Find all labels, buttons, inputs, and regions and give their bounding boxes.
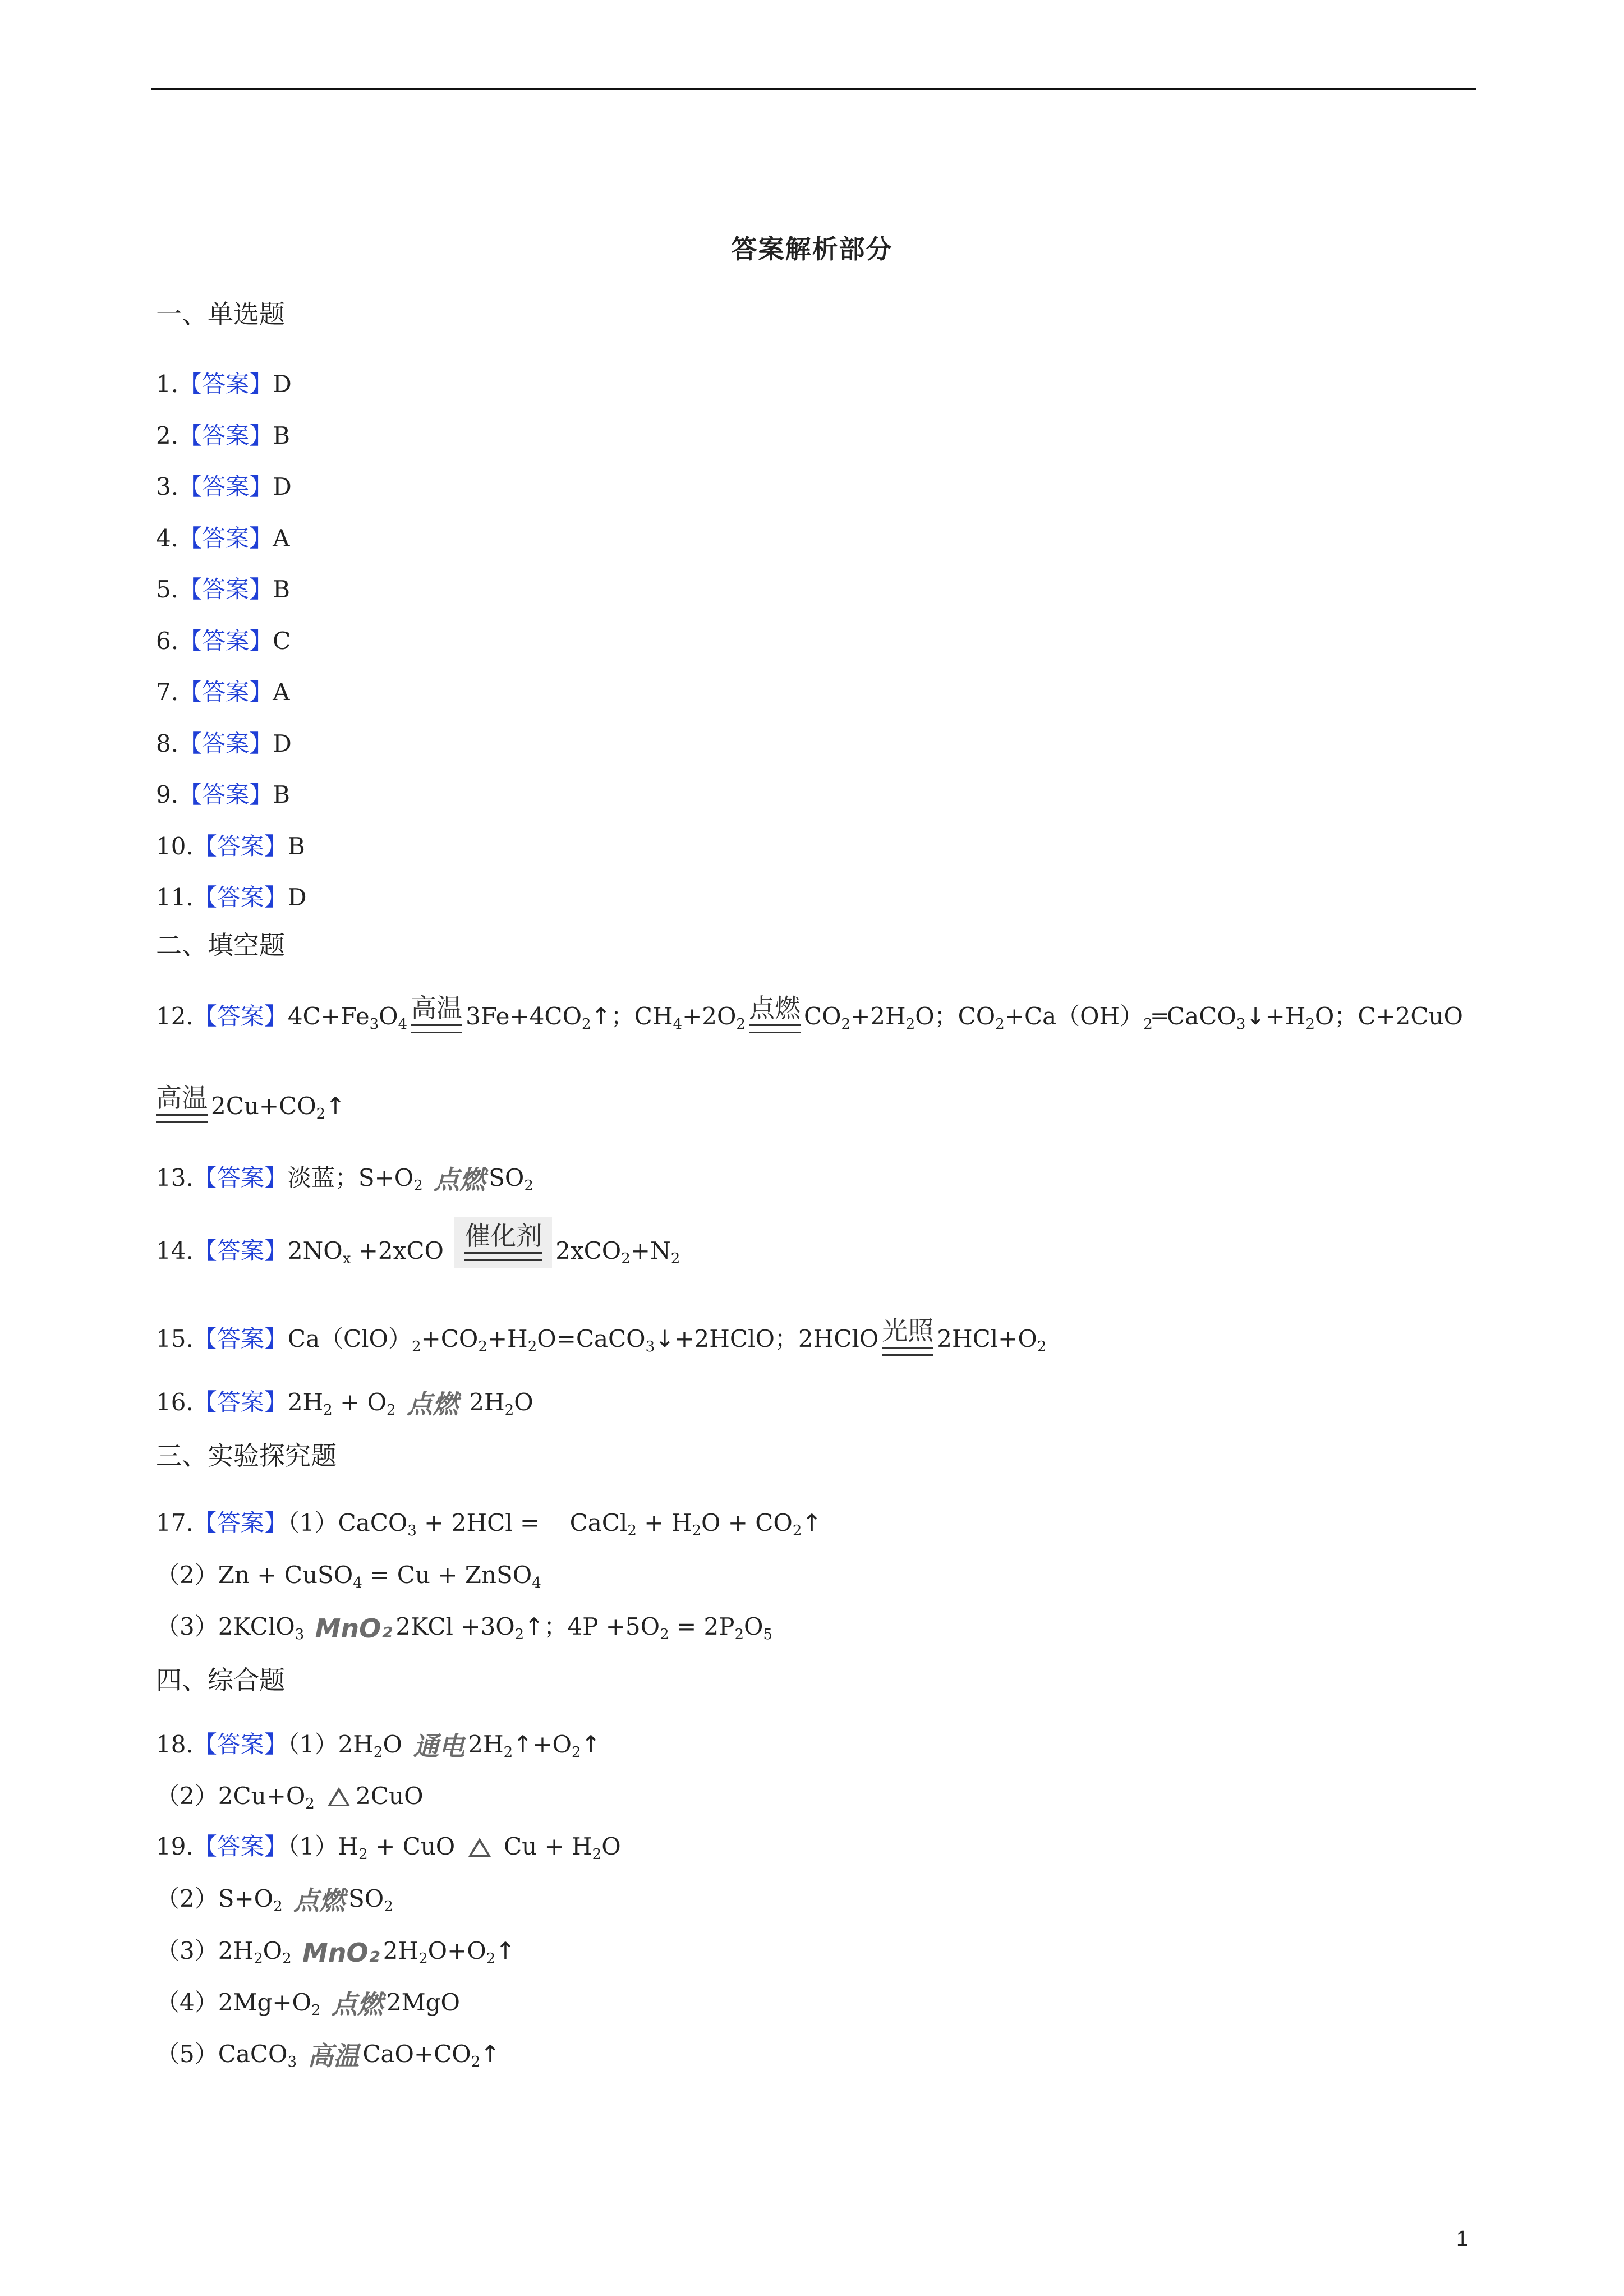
condition-mno2: MnO₂ bbox=[302, 1938, 380, 1968]
mc-number: 11. bbox=[156, 884, 194, 911]
mc-value: B bbox=[287, 832, 305, 860]
answer-tag: 【答案】 bbox=[193, 884, 288, 911]
q19-answer-part5: （5）CaCO$_3$ 高温 $CaO+CO_2↑$ bbox=[156, 2040, 500, 2071]
q19-answer-part1: 19.【答案】$(1)H_2$ + CuO $Cu + H_2O$ bbox=[156, 1833, 621, 1863]
q16-answer: 16.【答案】$2H_2 + O_2$ 点燃 $2H_2O$ bbox=[156, 1388, 533, 1419]
mc-number: 6. bbox=[156, 627, 179, 655]
mc-answer-item bbox=[156, 881, 307, 914]
heat-triangle-icon bbox=[328, 1787, 350, 1806]
mc-value: B bbox=[273, 781, 290, 808]
mc-answer-item bbox=[156, 830, 305, 863]
mc-answer-item bbox=[156, 624, 291, 658]
answer-tag: 【答案】 bbox=[193, 1002, 288, 1030]
q17-answer-part1: 17.【答案】（1）CaCO$_3$ + 2HCl = CaCl$_2$ + $H_2O$ + $CO_2↑$ bbox=[156, 1509, 822, 1539]
mc-value: A bbox=[273, 524, 290, 552]
mc-answer-item bbox=[156, 470, 292, 504]
answer-tag: 【答案】 bbox=[178, 730, 273, 757]
mc-number: 2. bbox=[156, 422, 179, 449]
q17-answer-part2: （2）Zn + CuSO$_4$ = Cu + ZnSO$_4$ bbox=[156, 1561, 541, 1591]
condition-catalyst: 催化剂 bbox=[454, 1217, 552, 1268]
mc-answer-item bbox=[156, 573, 290, 606]
answer-tag: 【答案】 bbox=[178, 473, 273, 500]
condition-ignite: 点燃 bbox=[293, 1885, 346, 1916]
condition-high-temp: 高温 bbox=[307, 2041, 360, 2071]
answer-tag: 【答案】 bbox=[178, 781, 273, 808]
mc-value: D bbox=[287, 884, 307, 911]
condition-electrolysis: 通电 bbox=[413, 1731, 465, 1761]
condition-ignite: 点燃 bbox=[331, 1989, 383, 2019]
mc-number: 8. bbox=[156, 730, 179, 757]
mc-value: D bbox=[273, 370, 292, 398]
q19-answer-part4: $(4)2Mg+O_2$ 点燃 2MgO bbox=[156, 1989, 460, 2019]
section-heading-experiment: 三、实验探究题 bbox=[156, 1441, 337, 1471]
q18-answer-part1: 18.【答案】$(1)2H_2O$ 通电 $2H_2↑+O_2↑$ bbox=[156, 1731, 601, 1761]
q19-answer-part3: $(3)2H_2O_2$ MnO₂ $2H_2O+O_2↑$ bbox=[156, 1937, 516, 1968]
answer-tag: 【答案】 bbox=[178, 678, 273, 706]
condition-ignite: 点燃 bbox=[406, 1389, 458, 1419]
q17-answer-part3: （3）2KClO$_3$ MnO₂ $2KCl +3O_2↑$；$4P +5O_2 = 2P_2O_5$ bbox=[156, 1613, 773, 1644]
mc-value: B bbox=[273, 422, 290, 449]
q12-answer-line2: 高温 $2Cu+CO_2↑$ bbox=[156, 1083, 346, 1122]
mc-value: C bbox=[273, 627, 291, 655]
q19-answer-part2: $(2)S+O_2$ 点燃 $SO_2$ bbox=[156, 1885, 393, 1916]
answer-tag: 【答案】 bbox=[178, 524, 273, 552]
mc-value: D bbox=[273, 473, 292, 500]
condition-high-temp: 高温 bbox=[411, 993, 462, 1033]
heat-triangle-icon bbox=[468, 1838, 491, 1857]
mc-answer-item bbox=[156, 778, 290, 812]
mc-value: B bbox=[273, 576, 290, 603]
q15-answer: 15.【答案】$Ca(ClO)_2+CO_2+H_2O=CaCO_3↓+2HClO$；2HClO 光照 $2HCl+O_2$ bbox=[156, 1315, 1047, 1355]
section-heading-fill-blank: 二、填空题 bbox=[156, 930, 285, 960]
mc-number: 4. bbox=[156, 524, 179, 552]
mc-number: 7. bbox=[156, 678, 179, 706]
q12-answer-line1: 12.【答案】$4C+Fe_3O_4$ 高温 $3Fe+4CO_2↑$；$CH_4+2O_2$ 点燃 $CO_2+2H_2O$；$CO_2+Ca(OH)_2═CaCO_3↓+H_2O$；C+2CuO bbox=[156, 993, 1463, 1033]
mc-number: 5. bbox=[156, 576, 179, 603]
mc-answer-item bbox=[156, 727, 292, 761]
answer-tag: 【答案】 bbox=[178, 627, 273, 655]
q12-number: 12. bbox=[156, 1002, 194, 1030]
section-heading-single-choice: 一、单选题 bbox=[156, 299, 285, 329]
condition-ignite: 点燃 bbox=[434, 1165, 486, 1195]
condition-mno2: MnO₂ bbox=[315, 1613, 393, 1644]
condition-high-temp: 高温 bbox=[156, 1083, 208, 1123]
header-rule bbox=[151, 88, 1476, 90]
page-number: 1 bbox=[1456, 2227, 1469, 2251]
answer-tag: 【答案】 bbox=[193, 832, 288, 860]
condition-ignite: 点燃 bbox=[749, 993, 801, 1033]
q18-answer-part2: $(2)2Cu+O_2$ 2CuO bbox=[156, 1782, 424, 1812]
section-heading-comprehensive: 四、综合题 bbox=[156, 1665, 285, 1695]
q13-answer: 13.【答案】淡蓝；$S+O_2$ 点燃 $SO_2$ bbox=[156, 1164, 533, 1195]
mc-value: A bbox=[273, 678, 290, 706]
mc-number: 9. bbox=[156, 781, 179, 808]
condition-light: 光照 bbox=[882, 1315, 933, 1356]
answer-tag: 【答案】 bbox=[178, 576, 273, 603]
mc-answer-item bbox=[156, 419, 290, 453]
mc-value: D bbox=[273, 730, 292, 757]
q14-answer: 14.【答案】$2NO_x +2xCO$ 催化剂 $2xCO_2+N_2$ bbox=[156, 1217, 680, 1268]
mc-number: 3. bbox=[156, 473, 179, 500]
mc-answer-item bbox=[156, 522, 289, 555]
page-title: 答案解析部分 bbox=[731, 234, 893, 264]
answer-tag: 【答案】 bbox=[178, 370, 273, 398]
mc-number: 1. bbox=[156, 370, 179, 398]
mc-answer-item bbox=[156, 675, 289, 709]
answer-tag: 【答案】 bbox=[178, 422, 273, 449]
mc-answer-item bbox=[156, 367, 292, 401]
mc-number: 10. bbox=[156, 832, 194, 860]
